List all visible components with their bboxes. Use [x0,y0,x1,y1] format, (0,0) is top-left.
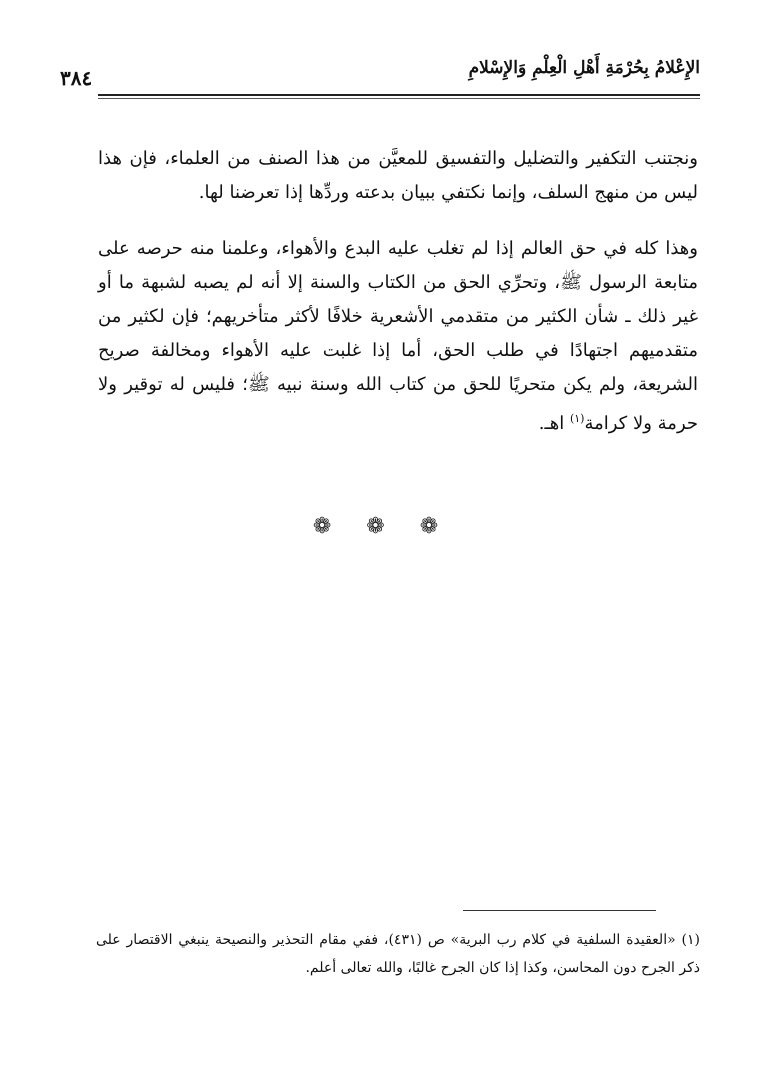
footnote-number: (١) [681,932,701,948]
footnote-separator [463,910,656,911]
running-title: الإِعْلامُ بِحُرْمَةِ أَهْلِ الْعِلْمِ وَالإِسْلامِ [468,58,700,78]
paragraph-1: ونجتنب التكفير والتضليل والتفسيق للمعيَّن من هذا الصنف من العلماء، فإن هذا ليس من منهج السلف، وإنما نكتفي ببيان بدعته وردِّها إذا تعرضنا لها. [98,148,698,203]
paragraph-2 [98,232,698,441]
page-header [60,52,700,102]
paragraph-2-text: وهذا كله في حق العالم إذا لم تغلب عليه البدع والأهواء، وعلمنا منه حرصه على متابعة الرسول ﷺ، وتحرِّي الحق من الكتاب والسنة إلا أنه لم يصبه لشبهة ما أو غير ذلك ـ شأن الكثير من متقدمي الأشعرية خلافًا لأكثر متأخريهم؛ فإن لكثير من متقدميهم اجتهادًا في طلب الحق، أما إذا غلبت عليه الأهواء ومخالفة صريح الشريعة، ولم يكن متحريًا للحق من كتاب الله وسنة نبيه ﷺ؛ فليس له توقير ولا حرمة ولا كرامة [98,238,698,434]
page-number: ٣٨٤ [60,66,93,90]
main-text [98,142,698,441]
footnote-text: «العقيدة السلفية في كلام رب البرية» ص (٤٣١)، ففي مقام التحذير والنصيحة ينبغي الاقتصار على ذكر الجرح دون المحاسن، وكذا إذا كان الجرح غالبًا، والله تعالى أعلم. [96,932,700,976]
header-rule [98,94,700,96]
paragraph-ending: اهـ. [538,413,570,434]
footnote [96,926,700,982]
footnote-reference[interactable]: (١) [569,412,585,425]
section-ornament-icon: ❁ ❁ ❁ [312,514,453,539]
header-rule-thin [98,98,700,99]
